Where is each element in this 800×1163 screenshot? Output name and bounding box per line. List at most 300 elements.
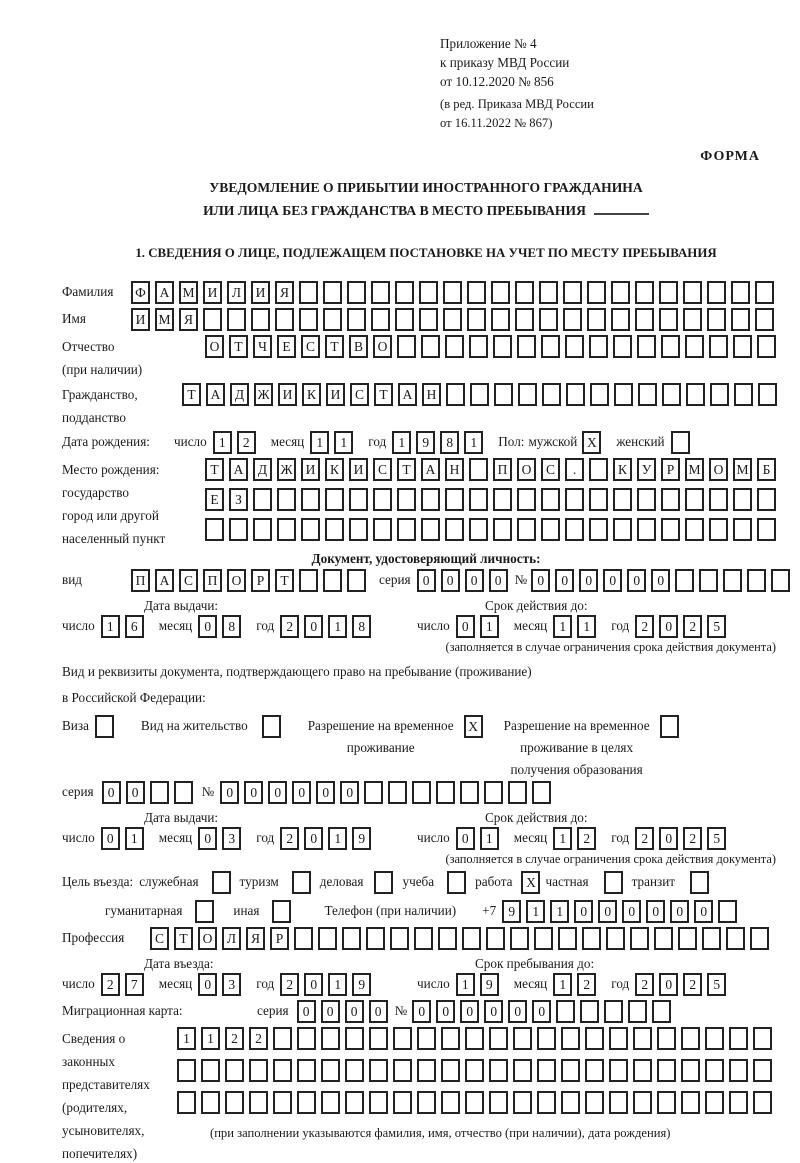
char-box[interactable] (371, 281, 390, 304)
char-box[interactable] (589, 458, 608, 481)
char-box[interactable] (637, 518, 656, 541)
char-box[interactable] (659, 281, 678, 304)
char-box[interactable]: 1 (553, 827, 572, 850)
char-box[interactable] (395, 281, 414, 304)
char-box[interactable]: 5 (707, 973, 726, 996)
char-box[interactable]: С (301, 335, 320, 358)
char-box[interactable]: 0 (304, 827, 323, 850)
char-box[interactable] (493, 335, 512, 358)
char-box[interactable] (705, 1091, 724, 1114)
char-box[interactable]: Т (325, 335, 344, 358)
char-box[interactable]: 0 (598, 900, 617, 923)
char-box[interactable] (393, 1091, 412, 1114)
char-box[interactable]: 0 (622, 900, 641, 923)
char-box[interactable]: . (565, 458, 584, 481)
char-box[interactable]: Т (374, 383, 393, 406)
char-box[interactable] (294, 927, 313, 950)
char-box[interactable] (637, 335, 656, 358)
char-box[interactable]: 1 (464, 431, 483, 454)
char-box[interactable]: П (131, 569, 150, 592)
char-box[interactable]: 1 (392, 431, 411, 454)
purpose-study-checkbox[interactable] (447, 871, 471, 894)
char-box[interactable] (321, 1091, 340, 1114)
char-box[interactable] (753, 1027, 772, 1050)
char-box[interactable]: 2 (635, 973, 654, 996)
char-box[interactable] (561, 1059, 580, 1082)
char-box[interactable]: 1 (328, 973, 347, 996)
char-box[interactable]: Т (174, 927, 193, 950)
char-box[interactable]: С (541, 458, 560, 481)
char-box[interactable]: 0 (646, 900, 665, 923)
char-box[interactable] (587, 308, 606, 331)
char-box[interactable] (253, 488, 272, 511)
char-box[interactable] (671, 431, 690, 454)
char-box[interactable]: 0 (126, 781, 145, 804)
char-box[interactable] (342, 927, 361, 950)
char-box[interactable]: 2 (635, 615, 654, 638)
char-box[interactable] (690, 871, 709, 894)
char-box[interactable] (445, 488, 464, 511)
char-box[interactable] (734, 383, 753, 406)
char-box[interactable] (489, 1091, 508, 1114)
char-box[interactable]: Ж (254, 383, 273, 406)
char-box[interactable] (369, 1059, 388, 1082)
char-box[interactable] (445, 335, 464, 358)
char-box[interactable]: 0 (316, 781, 335, 804)
char-box[interactable] (441, 1059, 460, 1082)
char-box[interactable]: И (251, 281, 270, 304)
char-box[interactable] (609, 1027, 628, 1050)
char-box[interactable] (541, 335, 560, 358)
char-box[interactable]: 0 (244, 781, 263, 804)
char-box[interactable] (347, 281, 366, 304)
char-box[interactable]: 0 (304, 615, 323, 638)
char-box[interactable]: 0 (198, 973, 217, 996)
char-box[interactable] (537, 1091, 556, 1114)
char-box[interactable]: 2 (577, 973, 596, 996)
char-box[interactable] (249, 1091, 268, 1114)
char-box[interactable]: 1 (213, 431, 232, 454)
char-box[interactable] (318, 927, 337, 950)
char-box[interactable] (508, 781, 527, 804)
char-box[interactable]: О (205, 335, 224, 358)
char-box[interactable]: А (398, 383, 417, 406)
char-box[interactable]: 1 (550, 900, 569, 923)
char-box[interactable] (558, 927, 577, 950)
char-box[interactable] (390, 927, 409, 950)
char-box[interactable]: 2 (280, 973, 299, 996)
char-box[interactable] (272, 900, 291, 923)
char-box[interactable] (589, 488, 608, 511)
char-box[interactable] (150, 781, 169, 804)
char-box[interactable] (436, 781, 455, 804)
residence-permit-checkbox[interactable] (262, 715, 286, 738)
char-box[interactable] (750, 927, 769, 950)
char-box[interactable]: 9 (352, 827, 371, 850)
char-box[interactable] (249, 1059, 268, 1082)
char-box[interactable] (364, 781, 383, 804)
char-box[interactable] (613, 518, 632, 541)
char-box[interactable] (510, 927, 529, 950)
char-box[interactable]: 0 (340, 781, 359, 804)
char-box[interactable] (441, 1027, 460, 1050)
char-box[interactable] (681, 1027, 700, 1050)
char-box[interactable] (251, 308, 270, 331)
char-box[interactable]: 0 (321, 1000, 340, 1023)
char-box[interactable] (227, 308, 246, 331)
char-box[interactable] (177, 1059, 196, 1082)
char-box[interactable] (301, 518, 320, 541)
char-box[interactable] (675, 569, 694, 592)
char-box[interactable] (707, 281, 726, 304)
char-box[interactable] (611, 308, 630, 331)
char-box[interactable] (585, 1091, 604, 1114)
char-box[interactable] (397, 488, 416, 511)
char-box[interactable]: 1 (553, 973, 572, 996)
char-box[interactable]: 2 (683, 615, 702, 638)
char-box[interactable]: 1 (201, 1027, 220, 1050)
char-box[interactable]: Я (179, 308, 198, 331)
char-box[interactable] (731, 281, 750, 304)
char-box[interactable]: 1 (177, 1027, 196, 1050)
char-box[interactable]: А (421, 458, 440, 481)
char-box[interactable] (537, 1059, 556, 1082)
char-box[interactable] (604, 871, 623, 894)
char-box[interactable] (590, 383, 609, 406)
char-box[interactable]: Т (275, 569, 294, 592)
char-box[interactable]: 0 (670, 900, 689, 923)
char-box[interactable] (417, 1027, 436, 1050)
char-box[interactable]: Ч (253, 335, 272, 358)
char-box[interactable]: 0 (268, 781, 287, 804)
char-box[interactable] (563, 281, 582, 304)
char-box[interactable] (515, 281, 534, 304)
char-box[interactable]: Т (397, 458, 416, 481)
purpose-humanitarian-checkbox[interactable] (195, 900, 219, 923)
char-box[interactable] (565, 488, 584, 511)
char-box[interactable]: М (155, 308, 174, 331)
char-box[interactable] (657, 1091, 676, 1114)
char-box[interactable] (465, 1091, 484, 1114)
char-box[interactable] (489, 1027, 508, 1050)
char-box[interactable]: И (326, 383, 345, 406)
char-box[interactable] (373, 488, 392, 511)
temp-permit-checkbox[interactable] (464, 715, 488, 738)
char-box[interactable] (638, 383, 657, 406)
char-box[interactable]: 0 (369, 1000, 388, 1023)
purpose-other-checkbox[interactable] (272, 900, 296, 923)
char-box[interactable]: 2 (280, 827, 299, 850)
char-box[interactable] (494, 383, 513, 406)
char-box[interactable] (195, 900, 214, 923)
char-box[interactable] (633, 1027, 652, 1050)
char-box[interactable]: О (373, 335, 392, 358)
char-box[interactable]: 7 (125, 973, 144, 996)
char-box[interactable] (541, 488, 560, 511)
char-box[interactable]: И (349, 458, 368, 481)
char-box[interactable] (587, 281, 606, 304)
char-box[interactable] (633, 1091, 652, 1114)
char-box[interactable] (561, 1091, 580, 1114)
char-box[interactable]: 1 (334, 431, 353, 454)
char-box[interactable]: Я (246, 927, 265, 950)
char-box[interactable]: Т (182, 383, 201, 406)
char-box[interactable] (556, 1000, 575, 1023)
char-box[interactable] (681, 1091, 700, 1114)
char-box[interactable]: Н (422, 383, 441, 406)
char-box[interactable]: 8 (440, 431, 459, 454)
char-box[interactable]: А (206, 383, 225, 406)
char-box[interactable]: Т (205, 458, 224, 481)
char-box[interactable]: М (685, 458, 704, 481)
char-box[interactable] (635, 281, 654, 304)
char-box[interactable] (513, 1091, 532, 1114)
char-box[interactable] (489, 1059, 508, 1082)
char-box[interactable] (493, 488, 512, 511)
char-box[interactable]: X (464, 715, 483, 738)
char-box[interactable] (371, 308, 390, 331)
char-box[interactable] (441, 1091, 460, 1114)
char-box[interactable] (347, 308, 366, 331)
char-box[interactable]: 9 (502, 900, 521, 923)
char-box[interactable]: 2 (249, 1027, 268, 1050)
char-box[interactable] (686, 383, 705, 406)
char-box[interactable] (321, 1027, 340, 1050)
char-box[interactable] (323, 569, 342, 592)
char-box[interactable] (758, 383, 777, 406)
purpose-official-checkbox[interactable] (212, 871, 236, 894)
char-box[interactable]: К (302, 383, 321, 406)
char-box[interactable] (421, 488, 440, 511)
char-box[interactable] (491, 281, 510, 304)
char-box[interactable] (518, 383, 537, 406)
char-box[interactable] (611, 281, 630, 304)
char-box[interactable]: Р (251, 569, 270, 592)
purpose-business-checkbox[interactable] (374, 871, 398, 894)
char-box[interactable]: У (637, 458, 656, 481)
char-box[interactable] (709, 518, 728, 541)
char-box[interactable] (397, 335, 416, 358)
char-box[interactable]: 0 (460, 1000, 479, 1023)
char-box[interactable]: Т (229, 335, 248, 358)
char-box[interactable] (757, 335, 776, 358)
char-box[interactable] (563, 308, 582, 331)
char-box[interactable] (273, 1027, 292, 1050)
char-box[interactable] (345, 1027, 364, 1050)
char-box[interactable] (755, 281, 774, 304)
char-box[interactable] (613, 335, 632, 358)
char-box[interactable] (446, 383, 465, 406)
char-box[interactable] (443, 308, 462, 331)
char-box[interactable]: 0 (659, 827, 678, 850)
char-box[interactable]: 2 (683, 973, 702, 996)
char-box[interactable] (589, 335, 608, 358)
char-box[interactable] (709, 335, 728, 358)
char-box[interactable] (661, 518, 680, 541)
char-box[interactable] (445, 518, 464, 541)
char-box[interactable] (729, 1091, 748, 1114)
char-box[interactable] (609, 1059, 628, 1082)
char-box[interactable]: Р (661, 458, 680, 481)
char-box[interactable] (321, 1059, 340, 1082)
char-box[interactable] (534, 927, 553, 950)
char-box[interactable] (460, 781, 479, 804)
char-box[interactable]: 1 (328, 827, 347, 850)
char-box[interactable]: 0 (627, 569, 646, 592)
char-box[interactable]: 0 (436, 1000, 455, 1023)
char-box[interactable] (174, 781, 193, 804)
visa-checkbox[interactable] (95, 715, 119, 738)
purpose-tourism-checkbox[interactable] (292, 871, 316, 894)
char-box[interactable] (414, 927, 433, 950)
char-box[interactable]: Ф (131, 281, 150, 304)
char-box[interactable] (685, 518, 704, 541)
char-box[interactable] (733, 488, 752, 511)
char-box[interactable]: О (227, 569, 246, 592)
char-box[interactable] (580, 1000, 599, 1023)
char-box[interactable]: Н (445, 458, 464, 481)
char-box[interactable]: X (582, 431, 601, 454)
char-box[interactable]: 0 (417, 569, 436, 592)
char-box[interactable]: 2 (237, 431, 256, 454)
char-box[interactable] (397, 518, 416, 541)
char-box[interactable] (465, 1027, 484, 1050)
char-box[interactable] (412, 781, 431, 804)
char-box[interactable] (292, 871, 311, 894)
char-box[interactable]: 0 (345, 1000, 364, 1023)
char-box[interactable]: 0 (694, 900, 713, 923)
char-box[interactable] (539, 281, 558, 304)
char-box[interactable] (585, 1059, 604, 1082)
char-box[interactable] (374, 871, 393, 894)
char-box[interactable] (709, 488, 728, 511)
char-box[interactable] (177, 1091, 196, 1114)
char-box[interactable] (635, 308, 654, 331)
char-box[interactable] (541, 518, 560, 541)
char-box[interactable] (613, 488, 632, 511)
char-box[interactable]: С (350, 383, 369, 406)
char-box[interactable] (733, 518, 752, 541)
char-box[interactable] (565, 518, 584, 541)
char-box[interactable] (755, 308, 774, 331)
char-box[interactable]: С (179, 569, 198, 592)
char-box[interactable] (447, 871, 466, 894)
char-box[interactable] (707, 308, 726, 331)
char-box[interactable]: П (203, 569, 222, 592)
char-box[interactable] (203, 308, 222, 331)
char-box[interactable] (275, 308, 294, 331)
char-box[interactable] (369, 1027, 388, 1050)
char-box[interactable]: 8 (352, 615, 371, 638)
char-box[interactable] (702, 927, 721, 950)
char-box[interactable]: 0 (484, 1000, 503, 1023)
char-box[interactable]: 6 (125, 615, 144, 638)
char-box[interactable]: 0 (198, 827, 217, 850)
char-box[interactable]: 0 (220, 781, 239, 804)
purpose-private-checkbox[interactable] (604, 871, 628, 894)
char-box[interactable]: 0 (489, 569, 508, 592)
char-box[interactable]: 0 (198, 615, 217, 638)
char-box[interactable] (537, 1027, 556, 1050)
char-box[interactable]: 1 (456, 973, 475, 996)
char-box[interactable]: Л (227, 281, 246, 304)
char-box[interactable] (299, 281, 318, 304)
char-box[interactable] (705, 1027, 724, 1050)
char-box[interactable]: 0 (456, 827, 475, 850)
char-box[interactable] (229, 518, 248, 541)
char-box[interactable] (393, 1059, 412, 1082)
char-box[interactable]: 0 (304, 973, 323, 996)
char-box[interactable]: 0 (659, 615, 678, 638)
char-box[interactable]: Ж (277, 458, 296, 481)
char-box[interactable]: 0 (412, 1000, 431, 1023)
char-box[interactable] (681, 1059, 700, 1082)
purpose-transit-checkbox[interactable] (690, 871, 714, 894)
char-box[interactable]: А (155, 281, 174, 304)
char-box[interactable]: X (521, 871, 540, 894)
char-box[interactable] (542, 383, 561, 406)
char-box[interactable] (469, 518, 488, 541)
char-box[interactable] (718, 900, 737, 923)
char-box[interactable]: 0 (465, 569, 484, 592)
char-box[interactable] (201, 1059, 220, 1082)
char-box[interactable] (729, 1059, 748, 1082)
char-box[interactable]: 0 (441, 569, 460, 592)
char-box[interactable] (685, 488, 704, 511)
char-box[interactable]: 5 (707, 827, 726, 850)
char-box[interactable] (443, 281, 462, 304)
char-box[interactable] (366, 927, 385, 950)
char-box[interactable]: 0 (651, 569, 670, 592)
char-box[interactable] (462, 927, 481, 950)
char-box[interactable]: 0 (292, 781, 311, 804)
char-box[interactable] (205, 518, 224, 541)
char-box[interactable] (469, 335, 488, 358)
char-box[interactable] (253, 518, 272, 541)
char-box[interactable]: С (150, 927, 169, 950)
char-box[interactable] (469, 458, 488, 481)
char-box[interactable] (705, 1059, 724, 1082)
char-box[interactable]: П (493, 458, 512, 481)
char-box[interactable] (733, 335, 752, 358)
char-box[interactable]: 0 (531, 569, 550, 592)
char-box[interactable] (630, 927, 649, 950)
char-box[interactable]: 2 (280, 615, 299, 638)
char-box[interactable] (493, 518, 512, 541)
char-box[interactable] (325, 488, 344, 511)
purpose-work-checkbox[interactable] (521, 871, 545, 894)
char-box[interactable] (685, 335, 704, 358)
char-box[interactable]: О (198, 927, 217, 950)
char-box[interactable] (585, 1027, 604, 1050)
char-box[interactable] (349, 488, 368, 511)
char-box[interactable]: С (373, 458, 392, 481)
char-box[interactable]: 3 (222, 827, 241, 850)
char-box[interactable] (604, 1000, 623, 1023)
char-box[interactable] (277, 518, 296, 541)
char-box[interactable] (661, 488, 680, 511)
char-box[interactable]: И (131, 308, 150, 331)
char-box[interactable] (470, 383, 489, 406)
char-box[interactable] (517, 518, 536, 541)
char-box[interactable] (438, 927, 457, 950)
char-box[interactable]: И (301, 458, 320, 481)
char-box[interactable]: 9 (352, 973, 371, 996)
char-box[interactable] (757, 488, 776, 511)
char-box[interactable] (678, 927, 697, 950)
char-box[interactable] (417, 1091, 436, 1114)
char-box[interactable] (532, 781, 551, 804)
